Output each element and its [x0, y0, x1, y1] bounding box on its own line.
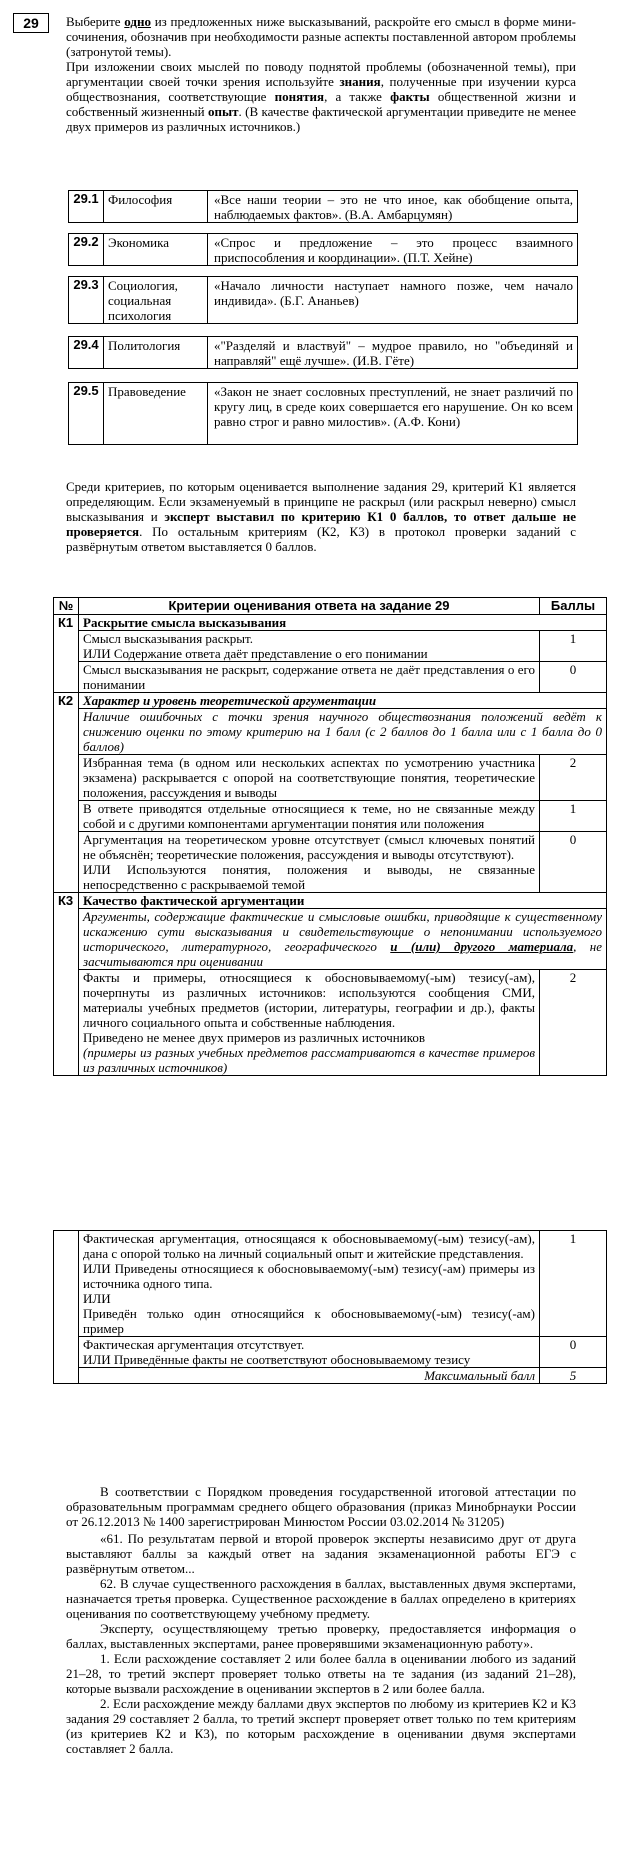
option-29-4 [68, 336, 578, 369]
option-quote: «Закон не знает сословных преступлений, не знает различий по кругу лиц, в среде коих совершается его нарушение. Он ко всем равно строг и равно милостив». (А.Ф. Кони) [214, 384, 573, 429]
criterion-k2-label: К2 [54, 693, 79, 893]
table-row [54, 631, 607, 662]
criterion-k1-label: К1 [54, 615, 79, 693]
criteria-intro: Среди критериев, по которым оценивается выполнение задания 29, критерий К1 является определяющим. Если экзаменуемый в принципе не раскрыл (или раскрыл неверно) смысл высказывания и эксперт выставил по критерию К1 0 баллов, то ответ дальше не проверяется. По остальным критериям (К2, К3) в протокол проверки заданий с развёрнутым ответом выставляется 0 баллов. [66, 479, 576, 554]
regulation-paragraph: 62. В случае существенного расхождения в баллах, выставленных двумя экспертами, назначается третья проверка. Существенное расхождение в баллах определено в критериях оценивания по соответствующему учебному предмету. [66, 1576, 576, 1621]
table-row [54, 909, 607, 970]
option-quote: «Все наши теории – это не что иное, как обобщение опыта, наблюдаемых фактов». (В.А. Амбарцумян) [214, 192, 573, 222]
regulation-paragraph: 2. Если расхождение между баллами двух экспертов по любому из критериев К2 и К3 задания 29 составляет 2 балла, то третий эксперт проверяет ответ только по тем критериям (из критериев К2 и К3), по которым расхождение в оценивании двумя экспертами составляет 2 балла. [66, 1696, 576, 1756]
table-row [54, 1231, 607, 1337]
option-subject: Правоведение [104, 383, 208, 444]
table-row [54, 970, 607, 1076]
criterion-k1-title: Раскрытие смысла высказывания [79, 615, 607, 631]
criterion-k3-label: К3 [54, 893, 79, 1076]
regulation-paragraph: «61. По результатам первой и второй проверок эксперты независимо друг от друга выставляют баллы за каждый ответ на задания экзаменационной работы ЕГЭ с развёрнутым ответом... [66, 1531, 576, 1576]
instruction-paragraph-1: Выберите одно из предложенных ниже высказываний, раскройте его смысл в форме мини-сочинения, обозначив при необходимости разные аспекты поставленной автором проблемы (затронутой темы). [66, 14, 576, 59]
option-quote: «"Разделяй и властвуй" – мудрое правило, но "объединяй и направляй" ещё лучше». (И.В. Гёте) [214, 338, 573, 368]
option-subject: Философия [104, 191, 208, 222]
max-score-value: 5 [540, 1368, 607, 1384]
score-cell: 0 [540, 832, 607, 893]
instruction-paragraph-2: При изложении своих мыслей по поводу поднятой проблемы (обозначенной темы), при аргументации своей точки зрения используйте знания, полученные при изучении курса обществознания, соответствующие понятия, а также факты общественной жизни и собственный жизненный опыт. (В качестве фактической аргументации приведите не менее двух примеров из различных источников.) [66, 59, 576, 134]
column-header-number: № [54, 598, 79, 615]
criterion-k2-row-2: В ответе приводятся отдельные относящиеся к теме, но не связанные между собой и с другими компонентами аргументации понятия или положения [79, 801, 540, 832]
option-number: 29.3 [69, 277, 104, 323]
table-row [54, 709, 607, 755]
criterion-k2-title: Характер и уровень теоретической аргументации [79, 693, 607, 709]
criteria-table-continued [53, 1230, 607, 1384]
criterion-k3-row-1: Факты и примеры, относящиеся к обосновываемому(-ым) тезису(-ам), почерпнуты из различных источников: используются сообщения СМИ, материалы учебных предметов (истории, литературы, географии и др.), факты личного социального опыта и собственные наблюдения. Приведено не менее двух примеров из различных источников (примеры из разных учебных предметов рассматриваются в качестве примеров из различных источников) [79, 970, 540, 1076]
option-subject: Экономика [104, 234, 208, 265]
option-subject: Социология, социальная психология [104, 277, 208, 323]
score-cell: 0 [540, 1337, 607, 1368]
option-29-3 [68, 276, 578, 324]
table-row [54, 615, 607, 631]
regulation-paragraph: 1. Если расхождение составляет 2 или более балла в оценивании любого из заданий 21–28, то третий эксперт проверяет только ответы на те задания (из заданий 21–28), которые вызвали расхождение в оценивании экспертов в 2 или более балла. [66, 1651, 576, 1696]
table-row [54, 693, 607, 709]
criterion-k1-row-2: Смысл высказывания не раскрыт, содержание ответа не даёт представления о его понимании [79, 662, 540, 693]
max-score-label: Максимальный балл [79, 1368, 540, 1384]
regulation-text [66, 1484, 576, 1756]
option-number: 29.2 [69, 234, 104, 265]
criterion-k1-row-1: Смысл высказывания раскрыт. ИЛИ Содержание ответа даёт представление о его понимании [79, 631, 540, 662]
task-instruction [66, 14, 576, 134]
score-cell: 2 [540, 755, 607, 801]
criteria-table [53, 597, 607, 1076]
table-row [54, 893, 607, 909]
score-cell: 1 [540, 1231, 607, 1337]
option-number: 29.5 [69, 383, 104, 444]
option-quote: «Спрос и предложение – это процесс взаимного приспособления и координации». (П.Т. Хейне) [214, 235, 573, 265]
score-cell: 2 [540, 970, 607, 1076]
option-number: 29.1 [69, 191, 104, 222]
option-quote: «Начало личности наступает намного позже, чем начало индивида». (Б.Г. Ананьев) [214, 278, 573, 308]
regulation-paragraph: В соответствии с Порядком проведения государственной итоговой аттестации по образовательным программам среднего общего образования (приказ Минобрнауки России от 26.12.2013 № 1400 зарегистрирован Минюстом России 03.02.2014 № 31205) [66, 1484, 576, 1529]
criterion-k3-row-3: Фактическая аргументация отсутствует. ИЛИ Приведённые факты не соответствуют обосновываемому тезису [79, 1337, 540, 1368]
criterion-k3-note: Аргументы, содержащие фактические и смысловые ошибки, приводящие к существенному искажению сути высказывания и свидетельствующие о непонимании используемого исторического, литературного, географического и (или) другого материала, не засчитываются при оценивании [79, 909, 607, 970]
criterion-k2-row-3: Аргументация на теоретическом уровне отсутствует (смысл ключевых понятий не объяснён; теоретические положения, рассуждения и выводы отсутствуют). ИЛИ Используются понятия, положения и выводы, не связанные непосредственно с раскрываемой темой [79, 832, 540, 893]
table-row [54, 1337, 607, 1368]
criterion-k3-title: Качество фактической аргументации [79, 893, 607, 909]
criterion-k2-note: Наличие ошибочных с точки зрения научного обществознания положений ведёт к снижению оценки по этому критерию на 1 балл (с 2 баллов до 1 балла или с 1 балла до 0 баллов) [79, 709, 607, 755]
score-cell: 1 [540, 801, 607, 832]
column-header-criteria: Критерии оценивания ответа на задание 29 [79, 598, 540, 615]
option-29-5 [68, 382, 578, 445]
option-29-1 [68, 190, 578, 223]
option-subject: Политология [104, 337, 208, 368]
option-number: 29.4 [69, 337, 104, 368]
score-cell: 1 [540, 631, 607, 662]
option-29-2 [68, 233, 578, 266]
task-number: 29 [13, 13, 49, 33]
table-row [54, 832, 607, 893]
table-row [54, 755, 607, 801]
table-header-row [54, 598, 607, 615]
criterion-k3-row-2: Фактическая аргументация, относящаяся к обосновываемому(-ым) тезису(-ам), дана с опорой только на личный социальный опыт и житейские представления. ИЛИ Приведены относящиеся к обосновываемому(-ым) тезису(-ам) примеры из источника одного типа. ИЛИ Приведён только один относящийся к обосновываемому(-ым) тезису(-ам) пример [79, 1231, 540, 1337]
score-cell: 0 [540, 662, 607, 693]
column-header-points: Баллы [540, 598, 607, 615]
table-row [54, 662, 607, 693]
table-row [54, 1368, 607, 1384]
regulation-paragraph: Эксперту, осуществляющему третью проверку, предоставляется информация о баллах, выставленных экспертами, ранее проверявшими экзаменационную работу». [66, 1621, 576, 1651]
criterion-k2-row-1: Избранная тема (в одном или нескольких аспектах по усмотрению участника экзамена) раскрывается с опорой на соответствующие понятия, теоретические положения, рассуждения и выводы [79, 755, 540, 801]
table-row [54, 801, 607, 832]
